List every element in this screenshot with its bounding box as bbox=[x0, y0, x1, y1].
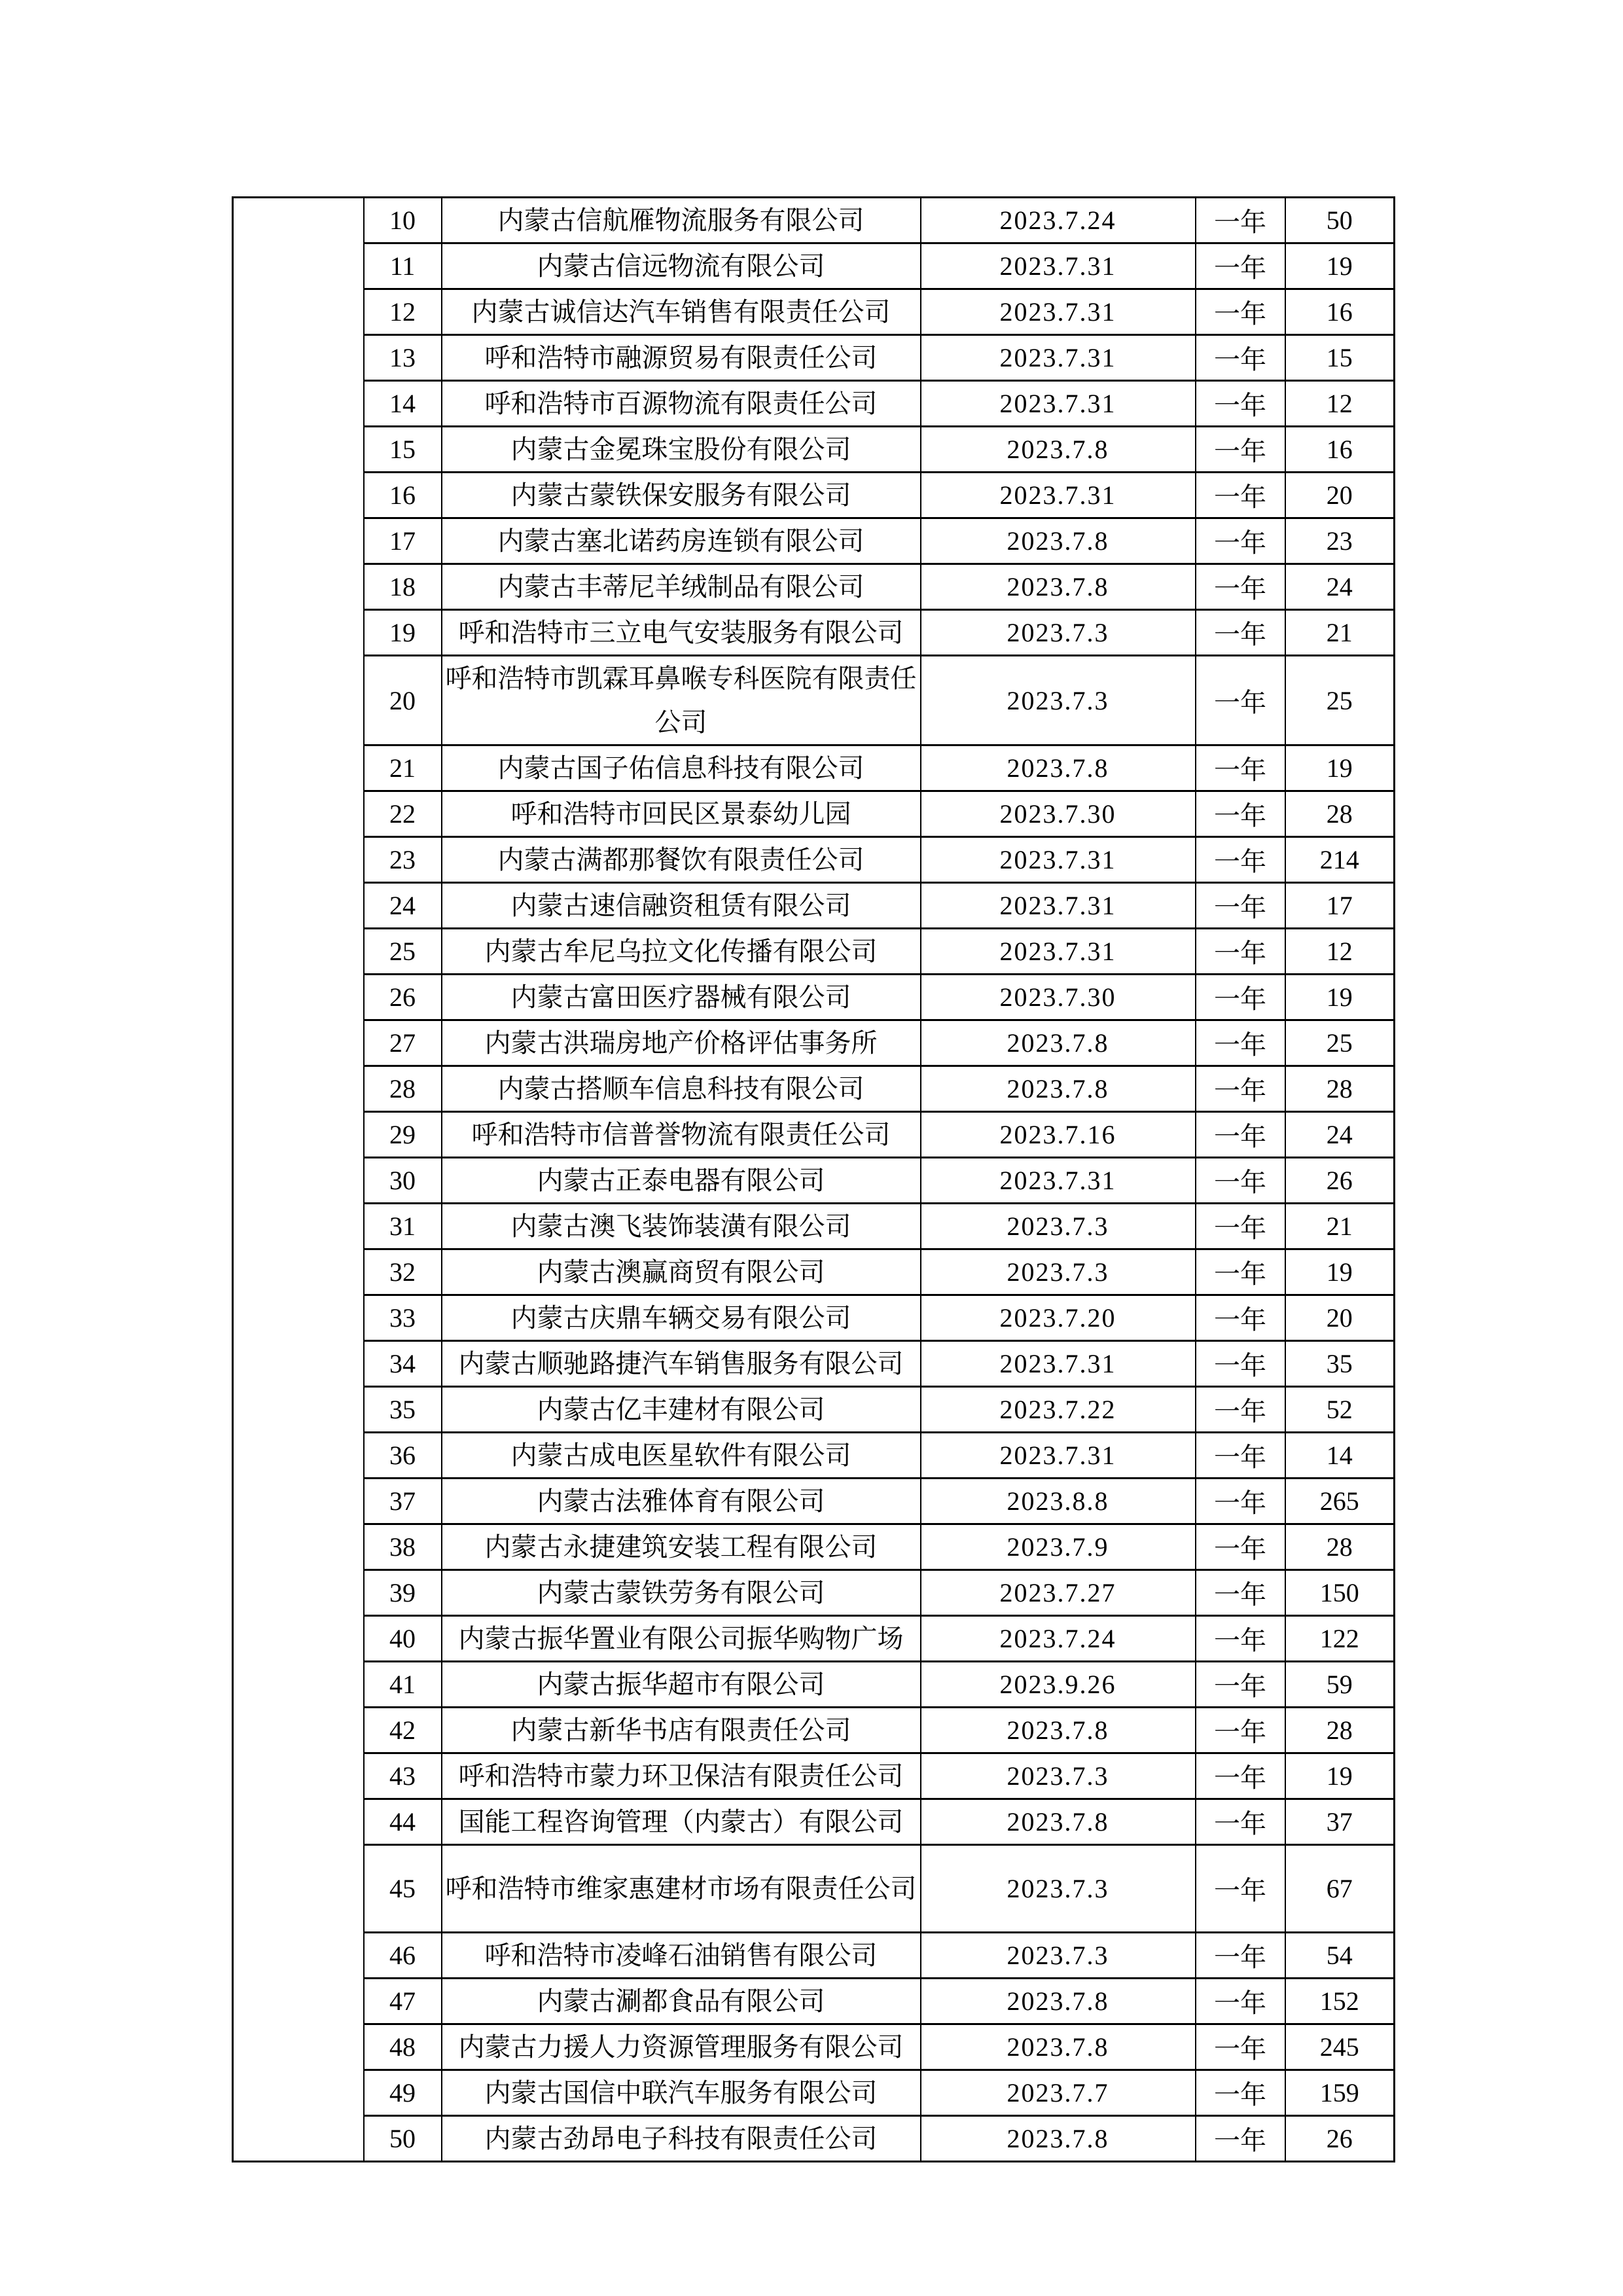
row-index-cell: 22 bbox=[364, 791, 442, 837]
term-cell: 一年 bbox=[1196, 1753, 1285, 1799]
count-cell: 159 bbox=[1285, 2070, 1395, 2116]
table-row bbox=[233, 564, 1395, 610]
count-cell: 265 bbox=[1285, 1479, 1395, 1524]
approval-date-cell: 2023.7.8 bbox=[921, 2116, 1196, 2162]
term-cell: 一年 bbox=[1196, 1845, 1285, 1933]
company-name-cell: 内蒙古亿丰建材有限公司 bbox=[442, 1387, 921, 1433]
term-cell: 一年 bbox=[1196, 1204, 1285, 1249]
company-name-cell: 内蒙古速信融资租赁有限公司 bbox=[442, 883, 921, 929]
company-name-cell: 内蒙古澳飞装饰装潢有限公司 bbox=[442, 1204, 921, 1249]
approval-date-cell: 2023.7.16 bbox=[921, 1112, 1196, 1158]
count-cell: 16 bbox=[1285, 427, 1395, 473]
row-index-cell: 33 bbox=[364, 1295, 442, 1341]
row-index-cell: 41 bbox=[364, 1662, 442, 1708]
count-cell: 19 bbox=[1285, 745, 1395, 791]
row-index-cell: 16 bbox=[364, 473, 442, 518]
term-cell: 一年 bbox=[1196, 656, 1285, 745]
term-cell: 一年 bbox=[1196, 1066, 1285, 1112]
term-cell: 一年 bbox=[1196, 837, 1285, 883]
row-index-cell: 32 bbox=[364, 1249, 442, 1295]
count-cell: 23 bbox=[1285, 518, 1395, 564]
table-row bbox=[233, 1524, 1395, 1570]
table-row bbox=[233, 518, 1395, 564]
count-cell: 67 bbox=[1285, 1845, 1395, 1933]
row-index-cell: 12 bbox=[364, 289, 442, 335]
approval-date-cell: 2023.7.31 bbox=[921, 381, 1196, 427]
term-cell: 一年 bbox=[1196, 1616, 1285, 1662]
approval-date-cell: 2023.7.3 bbox=[921, 1753, 1196, 1799]
term-cell: 一年 bbox=[1196, 1479, 1285, 1524]
company-name-cell: 内蒙古法雅体育有限公司 bbox=[442, 1479, 921, 1524]
row-index-cell: 34 bbox=[364, 1341, 442, 1387]
table-row bbox=[233, 1158, 1395, 1204]
approval-date-cell: 2023.7.20 bbox=[921, 1295, 1196, 1341]
row-index-cell: 23 bbox=[364, 837, 442, 883]
table-row bbox=[233, 1845, 1395, 1933]
table-row bbox=[233, 2024, 1395, 2070]
row-index-cell: 24 bbox=[364, 883, 442, 929]
company-name-cell: 呼和浩特市维家惠建材市场有限责任公司 bbox=[442, 1845, 921, 1933]
approval-date-cell: 2023.7.3 bbox=[921, 610, 1196, 656]
approval-date-cell: 2023.7.31 bbox=[921, 1158, 1196, 1204]
term-cell: 一年 bbox=[1196, 1295, 1285, 1341]
company-name-cell: 呼和浩特市三立电气安装服务有限公司 bbox=[442, 610, 921, 656]
count-cell: 12 bbox=[1285, 929, 1395, 975]
approval-date-cell: 2023.7.31 bbox=[921, 473, 1196, 518]
table-row bbox=[233, 1570, 1395, 1616]
row-index-cell: 25 bbox=[364, 929, 442, 975]
row-index-cell: 47 bbox=[364, 1979, 442, 2024]
company-name-cell: 内蒙古满都那餐饮有限责任公司 bbox=[442, 837, 921, 883]
approval-date-cell: 2023.8.8 bbox=[921, 1479, 1196, 1524]
company-name-cell: 内蒙古信航雁物流服务有限公司 bbox=[442, 198, 921, 243]
term-cell: 一年 bbox=[1196, 473, 1285, 518]
company-name-cell: 内蒙古永捷建筑安装工程有限公司 bbox=[442, 1524, 921, 1570]
row-index-cell: 42 bbox=[364, 1708, 442, 1753]
approval-date-cell: 2023.7.31 bbox=[921, 335, 1196, 381]
company-name-cell: 呼和浩特市回民区景泰幼儿园 bbox=[442, 791, 921, 837]
count-cell: 25 bbox=[1285, 656, 1395, 745]
term-cell: 一年 bbox=[1196, 1158, 1285, 1204]
row-index-cell: 10 bbox=[364, 198, 442, 243]
approval-date-cell: 2023.7.24 bbox=[921, 198, 1196, 243]
table-row bbox=[233, 1020, 1395, 1066]
table-row bbox=[233, 1341, 1395, 1387]
row-index-cell: 45 bbox=[364, 1845, 442, 1933]
table-row bbox=[233, 1204, 1395, 1249]
row-index-cell: 17 bbox=[364, 518, 442, 564]
row-index-cell: 13 bbox=[364, 335, 442, 381]
company-name-cell: 呼和浩特市凌峰石油销售有限公司 bbox=[442, 1933, 921, 1979]
company-name-cell: 内蒙古成电医星软件有限公司 bbox=[442, 1433, 921, 1479]
row-index-cell: 26 bbox=[364, 975, 442, 1020]
approval-date-cell: 2023.7.7 bbox=[921, 2070, 1196, 2116]
approval-date-cell: 2023.7.31 bbox=[921, 289, 1196, 335]
table-row bbox=[233, 1433, 1395, 1479]
company-name-cell: 内蒙古牟尼乌拉文化传播有限公司 bbox=[442, 929, 921, 975]
approval-date-cell: 2023.7.8 bbox=[921, 518, 1196, 564]
count-cell: 21 bbox=[1285, 610, 1395, 656]
row-index-cell: 35 bbox=[364, 1387, 442, 1433]
term-cell: 一年 bbox=[1196, 1662, 1285, 1708]
table-row bbox=[233, 1066, 1395, 1112]
table-row bbox=[233, 975, 1395, 1020]
row-index-cell: 37 bbox=[364, 1479, 442, 1524]
term-cell: 一年 bbox=[1196, 1341, 1285, 1387]
table-row bbox=[233, 610, 1395, 656]
term-cell: 一年 bbox=[1196, 1112, 1285, 1158]
row-index-cell: 11 bbox=[364, 243, 442, 289]
approval-date-cell: 2023.7.24 bbox=[921, 1616, 1196, 1662]
row-index-cell: 27 bbox=[364, 1020, 442, 1066]
count-cell: 17 bbox=[1285, 883, 1395, 929]
term-cell: 一年 bbox=[1196, 1799, 1285, 1845]
term-cell: 一年 bbox=[1196, 883, 1285, 929]
table-row bbox=[233, 2070, 1395, 2116]
row-index-cell: 39 bbox=[364, 1570, 442, 1616]
count-cell: 52 bbox=[1285, 1387, 1395, 1433]
row-index-cell: 15 bbox=[364, 427, 442, 473]
company-name-cell: 内蒙古洪瑞房地产价格评估事务所 bbox=[442, 1020, 921, 1066]
approval-date-cell: 2023.7.31 bbox=[921, 243, 1196, 289]
table-row bbox=[233, 883, 1395, 929]
count-cell: 25 bbox=[1285, 1020, 1395, 1066]
count-cell: 19 bbox=[1285, 975, 1395, 1020]
table-row bbox=[233, 198, 1395, 243]
count-cell: 28 bbox=[1285, 1708, 1395, 1753]
term-cell: 一年 bbox=[1196, 243, 1285, 289]
approval-date-cell: 2023.7.8 bbox=[921, 1799, 1196, 1845]
term-cell: 一年 bbox=[1196, 791, 1285, 837]
table-row bbox=[233, 656, 1395, 745]
count-cell: 150 bbox=[1285, 1570, 1395, 1616]
table-row bbox=[233, 1616, 1395, 1662]
row-index-cell: 28 bbox=[364, 1066, 442, 1112]
table-row bbox=[233, 1112, 1395, 1158]
company-name-cell: 内蒙古蒙铁劳务有限公司 bbox=[442, 1570, 921, 1616]
term-cell: 一年 bbox=[1196, 2024, 1285, 2070]
row-index-cell: 21 bbox=[364, 745, 442, 791]
company-name-cell: 内蒙古信远物流有限公司 bbox=[442, 243, 921, 289]
count-cell: 152 bbox=[1285, 1979, 1395, 2024]
count-cell: 54 bbox=[1285, 1933, 1395, 1979]
row-index-cell: 30 bbox=[364, 1158, 442, 1204]
count-cell: 28 bbox=[1285, 1066, 1395, 1112]
row-index-cell: 29 bbox=[364, 1112, 442, 1158]
table-row bbox=[233, 335, 1395, 381]
company-name-cell: 内蒙古新华书店有限责任公司 bbox=[442, 1708, 921, 1753]
table-row bbox=[233, 1979, 1395, 2024]
table-row bbox=[233, 1387, 1395, 1433]
approval-date-cell: 2023.7.8 bbox=[921, 2024, 1196, 2070]
company-name-cell: 内蒙古庆鼎车辆交易有限公司 bbox=[442, 1295, 921, 1341]
table-row bbox=[233, 2116, 1395, 2162]
row-index-cell: 44 bbox=[364, 1799, 442, 1845]
table-row bbox=[233, 289, 1395, 335]
term-cell: 一年 bbox=[1196, 1570, 1285, 1616]
company-name-cell: 内蒙古蒙铁保安服务有限公司 bbox=[442, 473, 921, 518]
records-table-body bbox=[233, 198, 1395, 2162]
term-cell: 一年 bbox=[1196, 198, 1285, 243]
row-index-cell: 46 bbox=[364, 1933, 442, 1979]
company-name-cell: 呼和浩特市融源贸易有限责任公司 bbox=[442, 335, 921, 381]
company-name-cell: 呼和浩特市凯霖耳鼻喉专科医院有限责任公司 bbox=[442, 656, 921, 745]
count-cell: 15 bbox=[1285, 335, 1395, 381]
count-cell: 19 bbox=[1285, 243, 1395, 289]
count-cell: 16 bbox=[1285, 289, 1395, 335]
approval-date-cell: 2023.7.3 bbox=[921, 1249, 1196, 1295]
approval-date-cell: 2023.7.31 bbox=[921, 929, 1196, 975]
company-name-cell: 内蒙古振华超市有限公司 bbox=[442, 1662, 921, 1708]
count-cell: 19 bbox=[1285, 1249, 1395, 1295]
table-row bbox=[233, 1799, 1395, 1845]
approval-date-cell: 2023.7.31 bbox=[921, 883, 1196, 929]
approval-date-cell: 2023.9.26 bbox=[921, 1662, 1196, 1708]
approval-date-cell: 2023.7.8 bbox=[921, 1020, 1196, 1066]
approval-date-cell: 2023.7.3 bbox=[921, 656, 1196, 745]
approval-date-cell: 2023.7.27 bbox=[921, 1570, 1196, 1616]
row-index-cell: 49 bbox=[364, 2070, 442, 2116]
term-cell: 一年 bbox=[1196, 1524, 1285, 1570]
company-name-cell: 内蒙古搭顺车信息科技有限公司 bbox=[442, 1066, 921, 1112]
term-cell: 一年 bbox=[1196, 745, 1285, 791]
company-name-cell: 内蒙古劲昂电子科技有限责任公司 bbox=[442, 2116, 921, 2162]
term-cell: 一年 bbox=[1196, 2116, 1285, 2162]
count-cell: 14 bbox=[1285, 1433, 1395, 1479]
term-cell: 一年 bbox=[1196, 1249, 1285, 1295]
category-empty-cell bbox=[233, 198, 364, 2162]
approval-date-cell: 2023.7.3 bbox=[921, 1845, 1196, 1933]
term-cell: 一年 bbox=[1196, 1708, 1285, 1753]
company-name-cell: 内蒙古塞北诺药房连锁有限公司 bbox=[442, 518, 921, 564]
term-cell: 一年 bbox=[1196, 1933, 1285, 1979]
count-cell: 122 bbox=[1285, 1616, 1395, 1662]
term-cell: 一年 bbox=[1196, 975, 1285, 1020]
count-cell: 214 bbox=[1285, 837, 1395, 883]
count-cell: 12 bbox=[1285, 381, 1395, 427]
row-index-cell: 38 bbox=[364, 1524, 442, 1570]
company-name-cell: 内蒙古丰蒂尼羊绒制品有限公司 bbox=[442, 564, 921, 610]
company-name-cell: 呼和浩特市百源物流有限责任公司 bbox=[442, 381, 921, 427]
company-name-cell: 呼和浩特市信普誉物流有限责任公司 bbox=[442, 1112, 921, 1158]
row-index-cell: 31 bbox=[364, 1204, 442, 1249]
approval-date-cell: 2023.7.3 bbox=[921, 1204, 1196, 1249]
table-row bbox=[233, 473, 1395, 518]
term-cell: 一年 bbox=[1196, 427, 1285, 473]
approval-date-cell: 2023.7.8 bbox=[921, 1066, 1196, 1112]
count-cell: 245 bbox=[1285, 2024, 1395, 2070]
company-name-cell: 内蒙古正泰电器有限公司 bbox=[442, 1158, 921, 1204]
row-index-cell: 18 bbox=[364, 564, 442, 610]
term-cell: 一年 bbox=[1196, 610, 1285, 656]
company-name-cell: 内蒙古国信中联汽车服务有限公司 bbox=[442, 2070, 921, 2116]
count-cell: 59 bbox=[1285, 1662, 1395, 1708]
approval-date-cell: 2023.7.30 bbox=[921, 791, 1196, 837]
table-row bbox=[233, 243, 1395, 289]
table-row bbox=[233, 1933, 1395, 1979]
table-row bbox=[233, 1708, 1395, 1753]
table-row bbox=[233, 381, 1395, 427]
table-row bbox=[233, 837, 1395, 883]
approval-date-cell: 2023.7.31 bbox=[921, 1433, 1196, 1479]
term-cell: 一年 bbox=[1196, 1387, 1285, 1433]
table-row bbox=[233, 1479, 1395, 1524]
approval-date-cell: 2023.7.8 bbox=[921, 745, 1196, 791]
company-name-cell: 内蒙古诚信达汽车销售有限责任公司 bbox=[442, 289, 921, 335]
company-name-cell: 内蒙古力援人力资源管理服务有限公司 bbox=[442, 2024, 921, 2070]
company-name-cell: 内蒙古国子佑信息科技有限公司 bbox=[442, 745, 921, 791]
count-cell: 35 bbox=[1285, 1341, 1395, 1387]
row-index-cell: 50 bbox=[364, 2116, 442, 2162]
count-cell: 50 bbox=[1285, 198, 1395, 243]
company-name-cell: 内蒙古富田医疗器械有限公司 bbox=[442, 975, 921, 1020]
approval-date-cell: 2023.7.8 bbox=[921, 564, 1196, 610]
table-row bbox=[233, 1753, 1395, 1799]
term-cell: 一年 bbox=[1196, 335, 1285, 381]
row-index-cell: 48 bbox=[364, 2024, 442, 2070]
approval-date-cell: 2023.7.31 bbox=[921, 837, 1196, 883]
count-cell: 20 bbox=[1285, 1295, 1395, 1341]
table-row bbox=[233, 1249, 1395, 1295]
term-cell: 一年 bbox=[1196, 289, 1285, 335]
company-name-cell: 内蒙古涮都食品有限公司 bbox=[442, 1979, 921, 2024]
approval-date-cell: 2023.7.8 bbox=[921, 1708, 1196, 1753]
term-cell: 一年 bbox=[1196, 564, 1285, 610]
approval-date-cell: 2023.7.8 bbox=[921, 1979, 1196, 2024]
term-cell: 一年 bbox=[1196, 1433, 1285, 1479]
count-cell: 26 bbox=[1285, 2116, 1395, 2162]
count-cell: 20 bbox=[1285, 473, 1395, 518]
approval-date-cell: 2023.7.30 bbox=[921, 975, 1196, 1020]
company-name-cell: 国能工程咨询管理（内蒙古）有限公司 bbox=[442, 1799, 921, 1845]
term-cell: 一年 bbox=[1196, 929, 1285, 975]
count-cell: 28 bbox=[1285, 1524, 1395, 1570]
approval-date-cell: 2023.7.9 bbox=[921, 1524, 1196, 1570]
count-cell: 19 bbox=[1285, 1753, 1395, 1799]
row-index-cell: 36 bbox=[364, 1433, 442, 1479]
term-cell: 一年 bbox=[1196, 518, 1285, 564]
row-index-cell: 14 bbox=[364, 381, 442, 427]
approval-date-cell: 2023.7.22 bbox=[921, 1387, 1196, 1433]
table-row bbox=[233, 791, 1395, 837]
company-name-cell: 内蒙古顺驰路捷汽车销售服务有限公司 bbox=[442, 1341, 921, 1387]
term-cell: 一年 bbox=[1196, 381, 1285, 427]
approval-date-cell: 2023.7.3 bbox=[921, 1933, 1196, 1979]
company-name-cell: 呼和浩特市蒙力环卫保洁有限责任公司 bbox=[442, 1753, 921, 1799]
records-table bbox=[232, 196, 1395, 2162]
count-cell: 28 bbox=[1285, 791, 1395, 837]
count-cell: 21 bbox=[1285, 1204, 1395, 1249]
count-cell: 37 bbox=[1285, 1799, 1395, 1845]
table-row bbox=[233, 929, 1395, 975]
row-index-cell: 40 bbox=[364, 1616, 442, 1662]
count-cell: 24 bbox=[1285, 1112, 1395, 1158]
row-index-cell: 43 bbox=[364, 1753, 442, 1799]
term-cell: 一年 bbox=[1196, 1979, 1285, 2024]
company-name-cell: 内蒙古振华置业有限公司振华购物广场 bbox=[442, 1616, 921, 1662]
approval-date-cell: 2023.7.31 bbox=[921, 1341, 1196, 1387]
term-cell: 一年 bbox=[1196, 2070, 1285, 2116]
company-name-cell: 内蒙古澳赢商贸有限公司 bbox=[442, 1249, 921, 1295]
company-name-cell: 内蒙古金冕珠宝股份有限公司 bbox=[442, 427, 921, 473]
count-cell: 26 bbox=[1285, 1158, 1395, 1204]
row-index-cell: 20 bbox=[364, 656, 442, 745]
term-cell: 一年 bbox=[1196, 1020, 1285, 1066]
count-cell: 24 bbox=[1285, 564, 1395, 610]
table-row bbox=[233, 745, 1395, 791]
table-row bbox=[233, 427, 1395, 473]
row-index-cell: 19 bbox=[364, 610, 442, 656]
table-row bbox=[233, 1662, 1395, 1708]
table-row bbox=[233, 1295, 1395, 1341]
approval-date-cell: 2023.7.8 bbox=[921, 427, 1196, 473]
